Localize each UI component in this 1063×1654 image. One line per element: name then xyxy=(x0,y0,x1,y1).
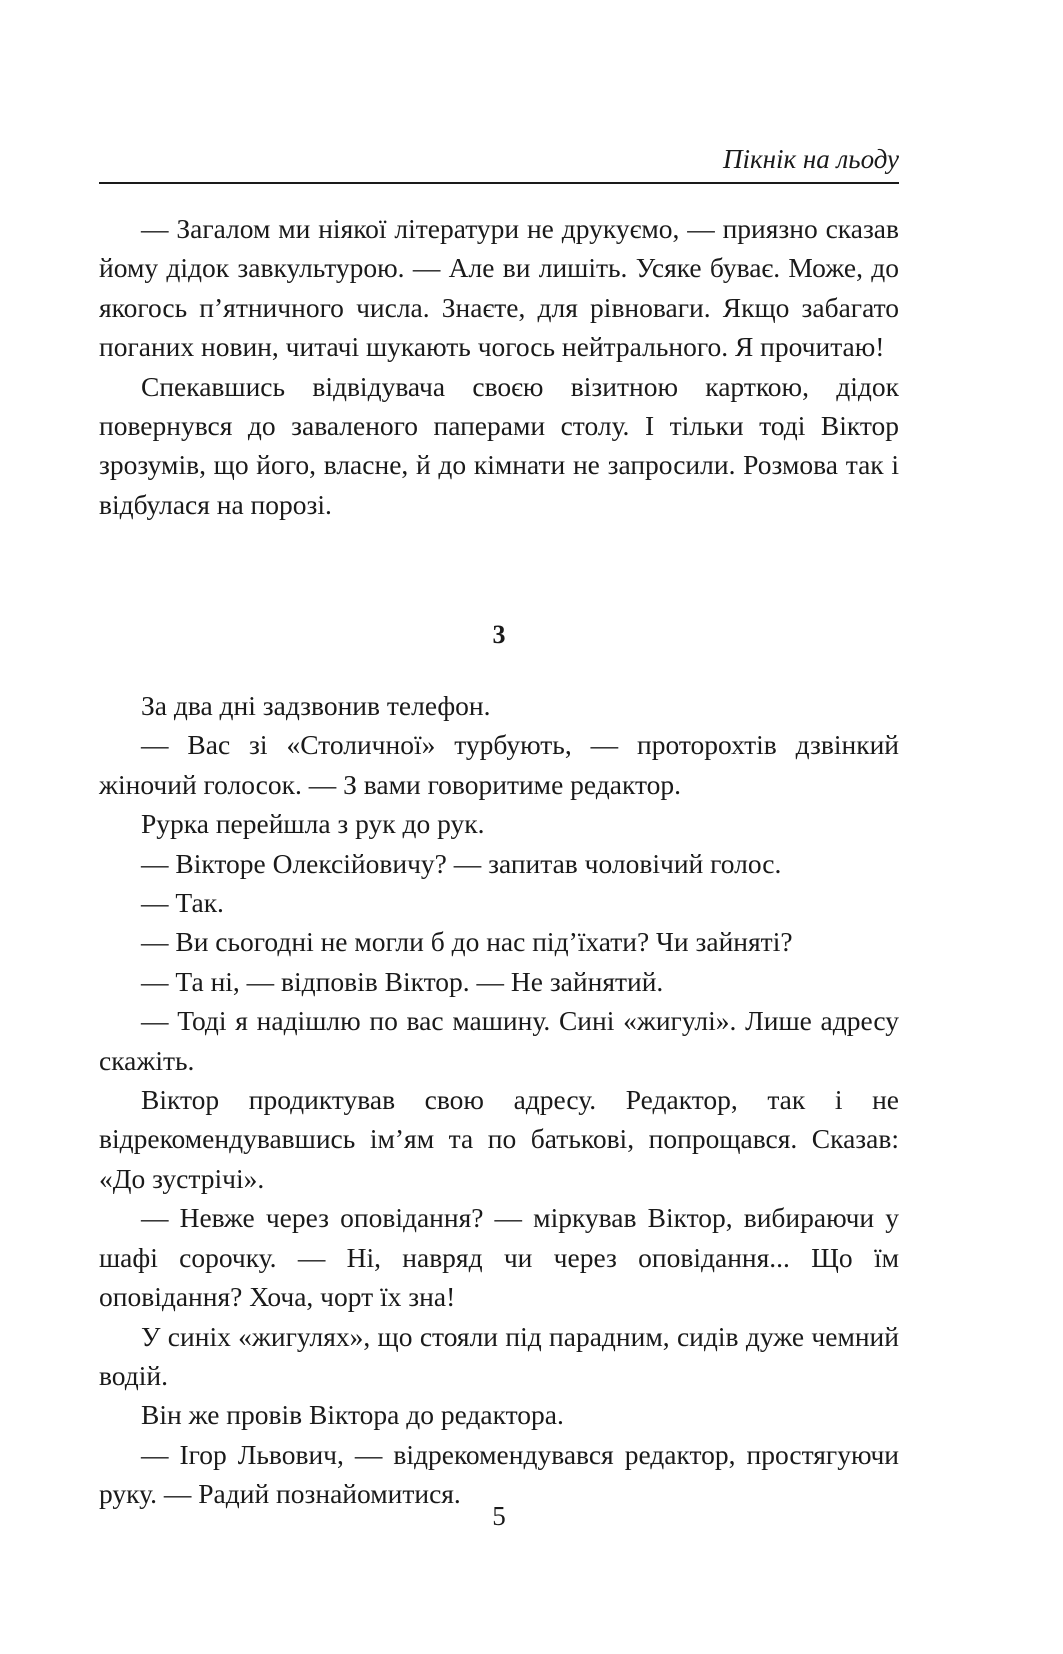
paragraph: — Невже через оповідання? — міркував Віктор, вибираючи у шафі сорочку. — Ні, навряд чи через оповідання... Що їм оповідання? Хоча, чорт їх зна! xyxy=(99,1202,899,1313)
paragraph: — Тоді я надішлю по вас машину. Сині «жигулі». Лише адресу скажіть. xyxy=(99,1005,899,1076)
chapter-number: 3 xyxy=(492,620,506,649)
paragraph: — Ви сьогодні не могли б до нас під’їхати? Чи зайняті? xyxy=(141,926,793,958)
paragraph: — Ігор Львович, — відрекомендувався редактор, простягуючи руку. — Радий познайомитися. xyxy=(99,1438,899,1510)
paragraph: — Вікторе Олексійовичу? — запитав чоловічий голос. xyxy=(141,847,782,879)
paragraph: Спекавшись відвідувача своєю візитною карткою, дідок повернувся до заваленого паперами столу. І тільки тоді Віктор зрозумів, що його, власне, й до кімнати не запросили. Розмова так і відбулася на порозі. xyxy=(99,370,899,520)
running-header xyxy=(99,138,899,184)
paragraph: — Загалом ми ніякої літератури не друкуємо, — приязно сказав йому дідок завкультурою. — Але ви лишіть. Усяке буває. Може, до якогось п’ятничного числа. Знаєте, для рівноваги. Якщо забагато поганих новин, читачі шукають чогось нейтрального. Я прочитаю! xyxy=(99,213,899,363)
paragraph: У синіх «жигулях», що стояли під парадним, сидів дуже чемний водій. xyxy=(99,1320,899,1391)
running-header-title: Пікнік на льоду xyxy=(722,144,899,174)
paragraph: — Так. xyxy=(141,887,224,919)
paragraph: За два дні задзвонив телефон. xyxy=(141,690,491,721)
page-number: 5 xyxy=(492,1501,506,1531)
text-section-2 xyxy=(99,686,899,1514)
paragraph: Віктор продиктував свою адресу. Редактор, так і не відрекомендувавшись ім’ям та по батькові, попрощався. Сказав: «До зустрічі». xyxy=(99,1084,899,1194)
text-section-1 xyxy=(99,209,899,524)
paragraph: — Вас зі «Столичної» турбують, — проторохтів дзвінкий жіночий голосок. — З вами говоритиме редактор. xyxy=(99,729,899,800)
paragraph: Він же провів Віктора до редактора. xyxy=(141,1399,564,1431)
paragraph: — Та ні, — відповів Віктор. — Не зайнятий. xyxy=(141,965,664,997)
paragraph: Рурка перейшла з рук до рук. xyxy=(141,808,485,840)
